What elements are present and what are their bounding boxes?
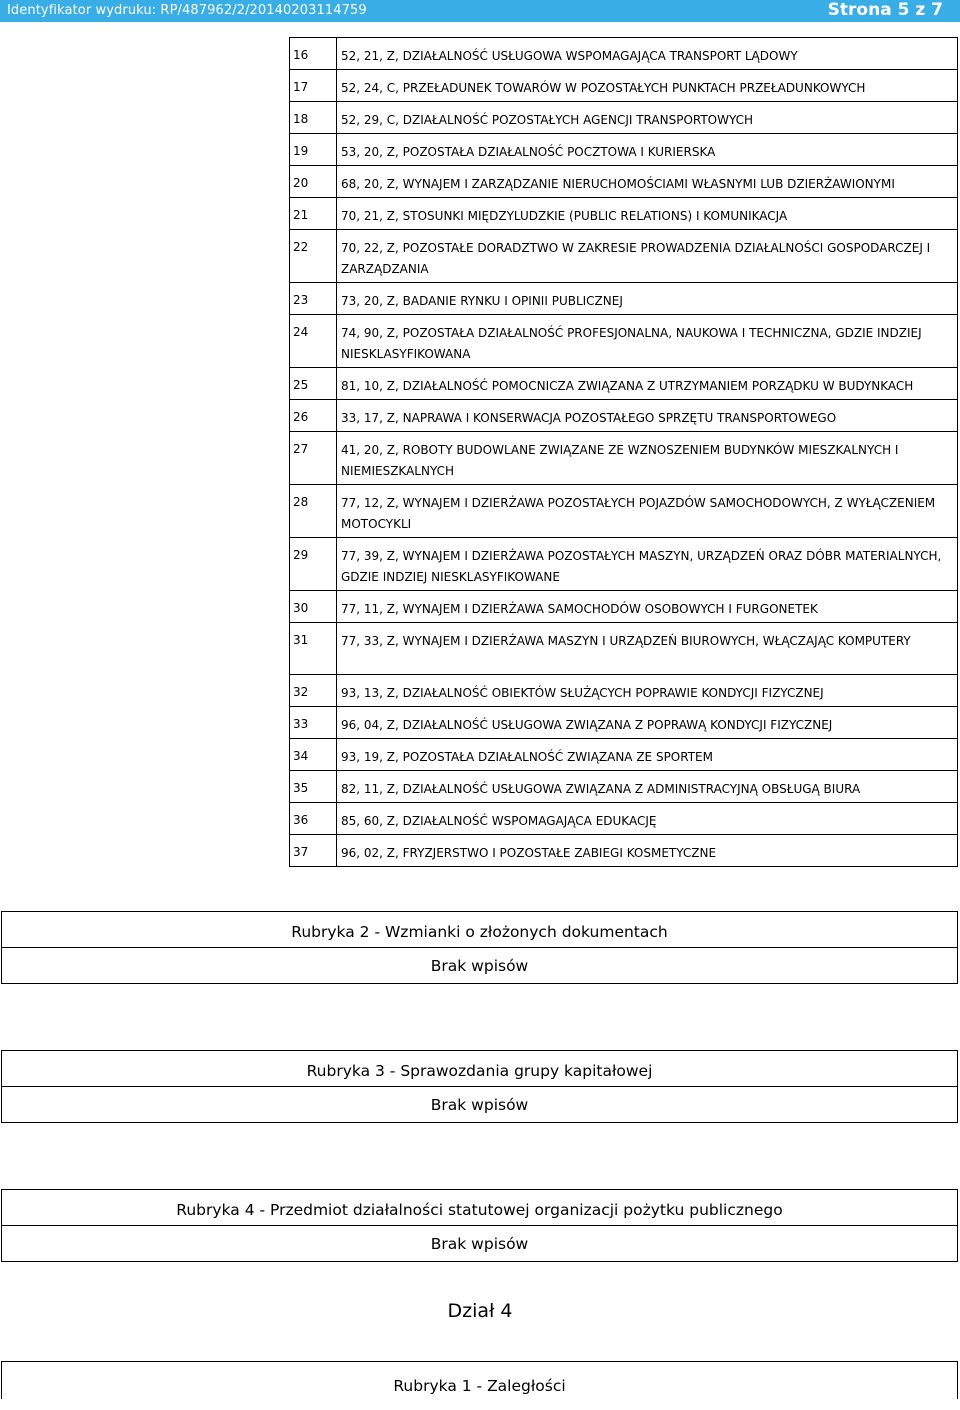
table-row — [290, 623, 958, 675]
activity-label: 68, 20, Z, WYNAJEM I ZARZĄDZANIE NIERUCHOMOŚCIAMI WŁASNYMI LUB DZIERŻAWIONYMI — [341, 177, 895, 191]
activity-label: 52, 21, Z, DZIAŁALNOŚĆ USŁUGOWA WSPOMAGAJĄCA TRANSPORT LĄDOWY — [341, 49, 798, 63]
table-row — [290, 771, 958, 803]
row-number: 17 — [290, 70, 337, 102]
print-header — [0, 0, 960, 22]
activity-label: 82, 11, Z, DZIAŁALNOŚĆ USŁUGOWA ZWIĄZANA Z ADMINISTRACYJNĄ OBSŁUGĄ BIURA — [341, 782, 861, 796]
table-row — [290, 38, 958, 70]
row-number: 16 — [290, 38, 337, 70]
table-row — [290, 400, 958, 432]
row-number: 26 — [290, 400, 337, 432]
row-number: 22 — [290, 230, 337, 283]
activity-label: 85, 60, Z, DZIAŁALNOŚĆ WSPOMAGAJĄCA EDUKACJĘ — [341, 814, 657, 828]
activity-label: 77, 33, Z, WYNAJEM I DZIERŻAWA MASZYN I URZĄDZEŃ BIUROWYCH, WŁĄCZAJĄC KOMPUTERY — [341, 634, 911, 648]
row-activity-text — [337, 166, 958, 198]
section-title: Rubryka 2 - Wzmianki o złożonych dokumentach — [1, 911, 958, 948]
row-number: 21 — [290, 198, 337, 230]
activity-label: 93, 19, Z, POZOSTAŁA DZIAŁALNOŚĆ ZWIĄZANA ZE SPORTEM — [341, 750, 713, 764]
row-number: 28 — [290, 485, 337, 538]
row-number: 36 — [290, 803, 337, 835]
table-row — [290, 432, 958, 485]
table-row — [290, 70, 958, 102]
row-number: 33 — [290, 707, 337, 739]
table-row — [290, 803, 958, 835]
row-number: 31 — [290, 623, 337, 675]
table-row — [290, 707, 958, 739]
activity-label: 81, 10, Z, DZIAŁALNOŚĆ POMOCNICZA ZWIĄZANA Z UTRZYMANIEM PORZĄDKU W BUDYNKACH — [341, 379, 914, 393]
row-number: 32 — [290, 675, 337, 707]
activity-label: 70, 22, Z, POZOSTAŁE DORADZTWO W ZAKRESIE PROWADZENIA DZIAŁALNOŚCI GOSPODARCZEJ I ZARZĄDZANIA — [341, 241, 931, 276]
section-rubryka-2 — [1, 911, 958, 984]
print-identifier: Identyfikator wydruku: RP/487962/2/20140203114759 — [7, 3, 367, 18]
table-row — [290, 198, 958, 230]
row-number: 19 — [290, 134, 337, 166]
table-row — [290, 283, 958, 315]
activity-label: 93, 13, Z, DZIAŁALNOŚĆ OBIEKTÓW SŁUŻĄCYCH POPRAWIE KONDYCJI FIZYCZNEJ — [341, 686, 824, 700]
row-number: 18 — [290, 102, 337, 134]
activity-label: 77, 12, Z, WYNAJEM I DZIERŻAWA POZOSTAŁYCH POJAZDÓW SAMOCHODOWYCH, Z WYŁĄCZENIEM MOTOCYKLI — [341, 496, 936, 531]
row-activity-text — [337, 675, 958, 707]
section-empty-note: Brak wpisów — [1, 948, 958, 984]
activity-label: 96, 04, Z, DZIAŁALNOŚĆ USŁUGOWA ZWIĄZANA Z POPRAWĄ KONDYCJI FIZYCZNEJ — [341, 718, 833, 732]
row-number: 37 — [290, 835, 337, 867]
row-activity-text — [337, 198, 958, 230]
table-row — [290, 166, 958, 198]
row-number: 30 — [290, 591, 337, 623]
row-number: 35 — [290, 771, 337, 803]
table-row — [290, 675, 958, 707]
row-number: 27 — [290, 432, 337, 485]
activity-label: 74, 90, Z, POZOSTAŁA DZIAŁALNOŚĆ PROFESJONALNA, NAUKOWA I TECHNICZNA, GDZIE INDZIEJ NIESKLASYFIKOWANA — [341, 326, 922, 361]
activity-label: 73, 20, Z, BADANIE RYNKU I OPINII PUBLICZNEJ — [341, 294, 623, 308]
row-activity-text — [337, 230, 958, 283]
row-activity-text — [337, 102, 958, 134]
row-activity-text — [337, 38, 958, 70]
row-activity-text — [337, 315, 958, 368]
activity-label: 53, 20, Z, POZOSTAŁA DZIAŁALNOŚĆ POCZTOWA I KURIERSKA — [341, 145, 716, 159]
row-activity-text — [337, 70, 958, 102]
row-activity-text — [337, 739, 958, 771]
table-row — [290, 230, 958, 283]
row-activity-text — [337, 803, 958, 835]
table-row — [290, 835, 958, 867]
row-number: 24 — [290, 315, 337, 368]
rubric-zaleglosci-title: Rubryka 1 - Zaległości — [1, 1361, 958, 1399]
row-activity-text — [337, 134, 958, 166]
row-number: 29 — [290, 538, 337, 591]
row-activity-text — [337, 538, 958, 591]
row-activity-text — [337, 771, 958, 803]
row-number: 23 — [290, 283, 337, 315]
table-row — [290, 739, 958, 771]
row-activity-text — [337, 707, 958, 739]
activity-label: 77, 39, Z, WYNAJEM I DZIERŻAWA POZOSTAŁYCH MASZYN, URZĄDZEŃ ORAZ DÓBR MATERIALNYCH, GDZIE INDZIEJ NIESKLASYFIKOWANE — [341, 549, 942, 584]
activity-label: 33, 17, Z, NAPRAWA I KONSERWACJA POZOSTAŁEGO SPRZĘTU TRANSPORTOWEGO — [341, 411, 837, 425]
row-number: 34 — [290, 739, 337, 771]
row-activity-text — [337, 400, 958, 432]
table-row — [290, 591, 958, 623]
row-activity-text — [337, 835, 958, 867]
row-activity-text — [337, 368, 958, 400]
activity-label: 70, 21, Z, STOSUNKI MIĘDZYLUDZKIE (PUBLIC RELATIONS) I KOMUNIKACJA — [341, 209, 788, 223]
row-activity-text — [337, 623, 958, 675]
activity-table — [289, 37, 958, 867]
activity-label: 52, 24, C, PRZEŁADUNEK TOWARÓW W POZOSTAŁYCH PUNKTACH PRZEŁADUNKOWYCH — [341, 81, 866, 95]
table-row — [290, 538, 958, 591]
table-row — [290, 485, 958, 538]
section-rubryka-3 — [1, 1050, 958, 1123]
activity-label: 96, 02, Z, FRYZJERSTWO I POZOSTAŁE ZABIEGI KOSMETYCZNE — [341, 846, 717, 860]
section-empty-note: Brak wpisów — [1, 1226, 958, 1262]
activity-label: 52, 29, C, DZIAŁALNOŚĆ POZOSTAŁYCH AGENCJI TRANSPORTOWYCH — [341, 113, 754, 127]
dzial-heading: Dział 4 — [447, 1300, 513, 1322]
table-row — [290, 315, 958, 368]
section-empty-note: Brak wpisów — [1, 1087, 958, 1123]
page-indicator: Strona 5 z 7 — [827, 0, 943, 20]
activity-label: 77, 11, Z, WYNAJEM I DZIERŻAWA SAMOCHODÓW OSOBOWYCH I FURGONETEK — [341, 602, 818, 616]
row-number: 20 — [290, 166, 337, 198]
row-activity-text — [337, 432, 958, 485]
table-row — [290, 368, 958, 400]
section-title: Rubryka 3 - Sprawozdania grupy kapitałowej — [1, 1050, 958, 1087]
row-activity-text — [337, 485, 958, 538]
row-activity-text — [337, 283, 958, 315]
row-number: 25 — [290, 368, 337, 400]
table-row — [290, 134, 958, 166]
section-rubryka-4 — [1, 1189, 958, 1262]
row-activity-text — [337, 591, 958, 623]
table-row — [290, 102, 958, 134]
section-title: Rubryka 4 - Przedmiot działalności statutowej organizacji pożytku publicznego — [1, 1189, 958, 1226]
activity-label: 41, 20, Z, ROBOTY BUDOWLANE ZWIĄZANE ZE WZNOSZENIEM BUDYNKÓW MIESZKALNYCH I NIEMIESZKALNYCH — [341, 443, 899, 478]
